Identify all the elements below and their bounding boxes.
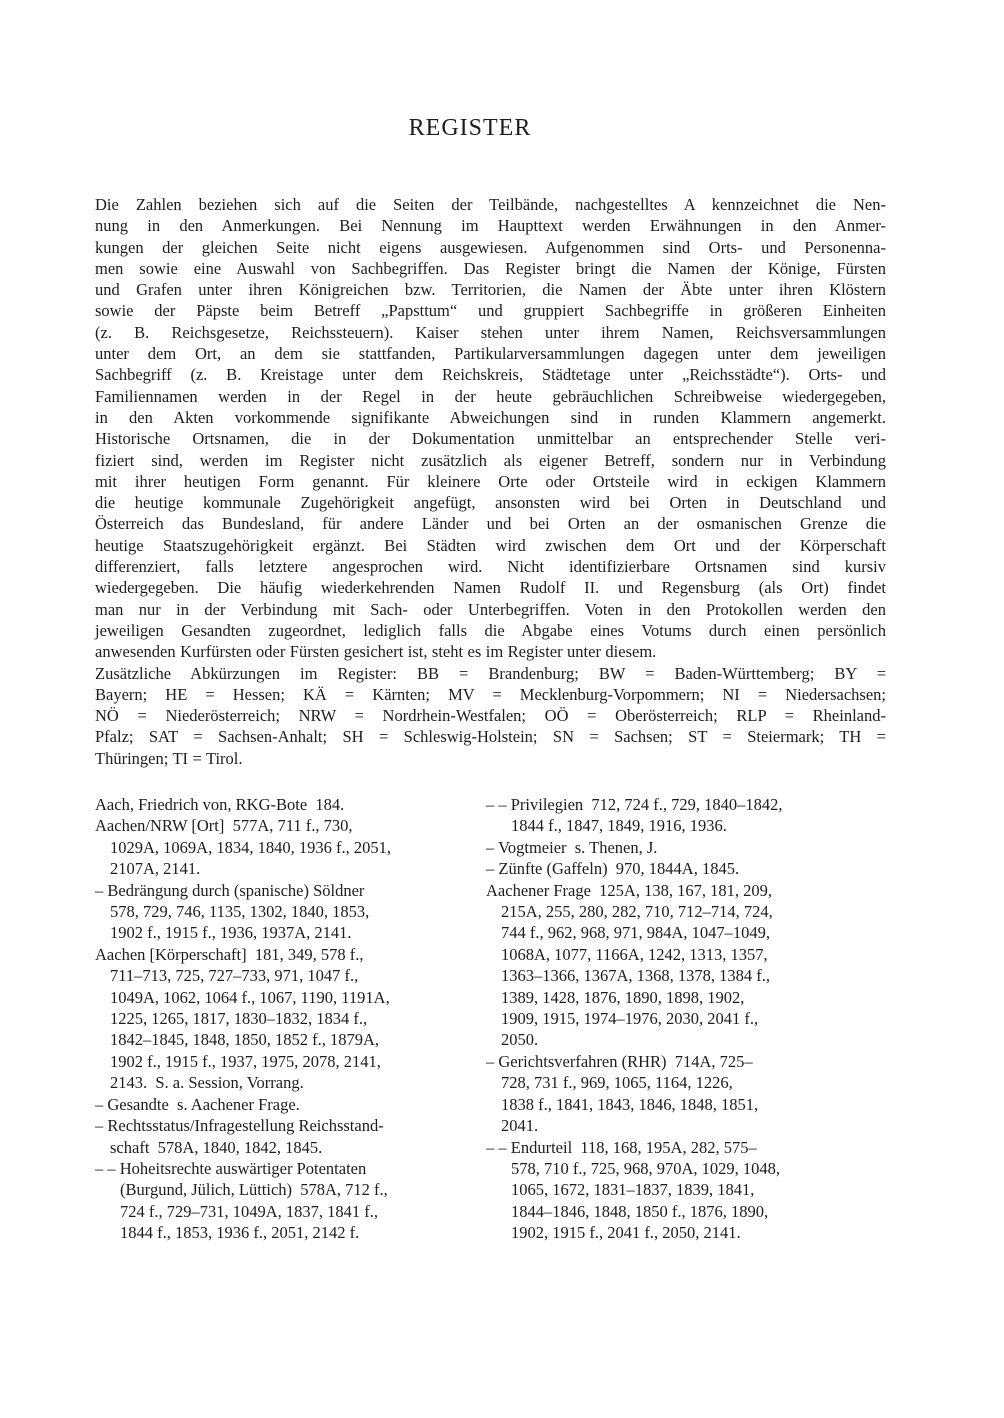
intro-line: Familiennamen werden in der Regel in der heute gebräuchlichen Schreibweise wiedergegeben, bbox=[95, 386, 886, 406]
index-line: 1065, 1672, 1831–1837, 1839, 1841, bbox=[511, 1180, 755, 1200]
index-entry bbox=[486, 794, 866, 837]
index-entry bbox=[95, 815, 475, 879]
intro-line: (z. B. Reichsgesetze, Reichssteuern). Kaiser stehen unter ihrem Namen, Reichsversammlungen bbox=[95, 322, 886, 342]
index-line: 728, 731 f., 969, 1065, 1164, 1226, bbox=[501, 1073, 733, 1093]
intro-line: in den Akten vorkommende signifikante Abweichungen sind in runden Klammern angemerkt. bbox=[95, 407, 886, 427]
index-line: 2143. S. a. Session, Vorrang. bbox=[110, 1073, 304, 1093]
index-line: 2041. bbox=[501, 1116, 539, 1136]
index-line: – Vogtmeier s. Thenen, J. bbox=[486, 837, 658, 857]
index-line: schaft 578A, 1840, 1842, 1845. bbox=[110, 1137, 323, 1157]
index-entry bbox=[95, 1094, 475, 1115]
intro-line: Die Zahlen beziehen sich auf die Seiten der Teilbände, nachgestelltes A kennzeichnet die Nen- bbox=[95, 195, 886, 214]
intro-line: Österreich das Bundesland, für andere Länder und bei Orten an der osmanischen Grenze die bbox=[95, 514, 886, 534]
index-line: – – Endurteil 118, 168, 195A, 282, 575– bbox=[486, 1137, 757, 1157]
intro-line: kungen der gleichen Seite nicht eigens ausgewiesen. Aufgenommen sind Orts- und Personenna- bbox=[95, 237, 886, 257]
index-line: Aach, Friedrich von, RKG-Bote 184. bbox=[95, 795, 345, 814]
intro-line: sowie der Päpste beim Betreff „Papsttum“ und gruppiert Sachbegriffe in größeren Einheiten bbox=[95, 301, 886, 321]
index-entry bbox=[486, 1137, 866, 1244]
index-entry bbox=[95, 1115, 475, 1158]
index-line: 744 f., 962, 968, 971, 984A, 1047–1049, bbox=[501, 923, 771, 943]
index-line: 1068A, 1077, 1166A, 1242, 1313, 1357, bbox=[501, 944, 768, 964]
intro-line: mit ihrer heutigen Form genannt. Für kleinere Orte oder Ortsteile wird in eckigen Klammern bbox=[95, 471, 886, 491]
index-line: Aachen [Körperschaft] 181, 349, 578 f., bbox=[95, 944, 364, 964]
index-line: 1844 f., 1847, 1849, 1916, 1936. bbox=[511, 816, 727, 836]
intro-line: Zusätzliche Abkürzungen im Register: BB = Brandenburg; BW = Baden-Württemberg; BY = bbox=[95, 663, 886, 683]
index-entry bbox=[95, 1158, 475, 1244]
index-line: 1902, 1915 f., 2041 f., 2050, 2141. bbox=[511, 1223, 741, 1243]
index-line: 2050. bbox=[501, 1030, 539, 1050]
index-line: 724 f., 729–731, 1049A, 1837, 1841 f., bbox=[120, 1201, 379, 1221]
index-entry bbox=[95, 880, 475, 944]
index-line: 578, 729, 746, 1135, 1302, 1840, 1853, bbox=[110, 902, 370, 922]
index-line: 1389, 1428, 1876, 1890, 1898, 1902, bbox=[501, 987, 745, 1007]
index-line: 1838 f., 1841, 1843, 1846, 1848, 1851, bbox=[501, 1094, 759, 1114]
index-line: – – Hoheitsrechte auswärtiger Potentaten bbox=[95, 1158, 367, 1178]
intro-line: Historische Ortsnamen, die in der Dokumentation unmittelbar an entsprechender Stelle veri- bbox=[95, 429, 886, 449]
index-line: – – Privilegien 712, 724 f., 729, 1840–1842, bbox=[486, 795, 783, 814]
intro-line: wiedergegeben. Die häufig wiederkehrenden Namen Rudolf II. und Regensburg (als Ort) findet bbox=[95, 578, 886, 598]
intro-line: Sachbegriff (z. B. Kreistage unter dem Reichskreis, Städtetage unter „Reichsstädte“). Orts- und bbox=[95, 365, 886, 385]
index-line: 1902 f., 1915 f., 1936, 1937A, 2141. bbox=[110, 923, 352, 943]
intro-line: und Grafen unter ihren Königreichen bzw. Territorien, die Namen der Äbte unter ihren Klöstern bbox=[95, 280, 886, 300]
index-line: – Bedrängung durch (spanische) Söldner bbox=[95, 880, 365, 900]
intro-line: Thüringen; TI = Tirol. bbox=[95, 748, 243, 768]
index-line: 1844 f., 1853, 1936 f., 2051, 2142 f. bbox=[120, 1223, 360, 1243]
index-line: 1029A, 1069A, 1834, 1840, 1936 f., 2051, bbox=[110, 837, 391, 857]
intro-line: differenziert, falls letztere angesprochen wird. Nicht identifizierbare Ortsnamen sind kursiv bbox=[95, 557, 886, 577]
index-line: 1842–1845, 1848, 1850, 1852 f., 1879A, bbox=[110, 1030, 380, 1050]
index-line: 1902 f., 1915 f., 1937, 1975, 2078, 2141, bbox=[110, 1051, 381, 1071]
index-line: 215A, 255, 280, 282, 710, 712–714, 724, bbox=[501, 902, 773, 922]
index-line: 1363–1366, 1367A, 1368, 1378, 1384 f., bbox=[501, 966, 771, 986]
index-line: Aachen/NRW [Ort] 577A, 711 f., 730, bbox=[95, 816, 353, 836]
index-line: – Rechtsstatus/Infragestellung Reichsstand- bbox=[95, 1116, 384, 1136]
index-entry bbox=[486, 858, 866, 879]
index-line: 578, 710 f., 725, 968, 970A, 1029, 1048, bbox=[511, 1158, 781, 1178]
index-entry bbox=[95, 794, 475, 815]
index-line: 1049A, 1062, 1064 f., 1067, 1190, 1191A, bbox=[110, 987, 390, 1007]
intro-line: anwesenden Kurfürsten oder Fürsten gesichert ist, steht es im Register unter diesem. bbox=[95, 642, 657, 662]
index-entry bbox=[486, 1051, 866, 1137]
index-line: 1909, 1915, 1974–1976, 2030, 2041 f., bbox=[501, 1009, 759, 1029]
intro-line: man nur in der Verbindung mit Sach- oder Unterbegriffen. Voten in den Protokollen werden den bbox=[95, 599, 886, 619]
intro-text bbox=[95, 194, 886, 769]
index-line: – Zünfte (Gaffeln) 970, 1844A, 1845. bbox=[486, 859, 740, 879]
index-line: 711–713, 725, 727–733, 971, 1047 f., bbox=[110, 966, 359, 986]
index-line: – Gesandte s. Aachener Frage. bbox=[95, 1094, 300, 1114]
intro-line: men sowie eine Auswahl von Sachbegriffen. Das Register bringt die Namen der Könige, Fürsten bbox=[95, 258, 886, 278]
index-entry bbox=[486, 880, 866, 1051]
intro-line: jeweiligen Gesandten zugeordnet, lediglich falls die Abgabe eines Votums durch einen persönlich bbox=[95, 620, 886, 640]
index-line: Aachener Frage 125A, 138, 167, 181, 209, bbox=[486, 880, 772, 900]
intro-line: Pfalz; SAT = Sachsen-Anhalt; SH = Schleswig-Holstein; SN = Sachsen; ST = Steiermark; TH = bbox=[95, 727, 886, 747]
index-left-column bbox=[95, 794, 475, 1244]
index-line: 2107A, 2141. bbox=[110, 859, 201, 879]
intro-line: die heutige kommunale Zugehörigkeit angefügt, ansonsten wird bei Orten in Deutschland und bbox=[95, 493, 886, 513]
index-line: (Burgund, Jülich, Lüttich) 578A, 712 f., bbox=[120, 1180, 388, 1200]
intro-line: Bayern; HE = Hessen; KÄ = Kärnten; MV = Mecklenburg-Vorpommern; NI = Niedersachsen; bbox=[95, 684, 886, 704]
intro-line: heutige Staatszugehörigkeit ergänzt. Bei Städten wird zwischen dem Ort und der Körperschaft bbox=[95, 535, 886, 555]
intro-line: nung in den Anmerkungen. Bei Nennung im Haupttext werden Erwähnungen in den Anmer- bbox=[95, 216, 886, 236]
intro-line: unter dem Ort, an dem sie stattfanden, Partikularversammlungen dagegen unter dem jeweiligen bbox=[95, 344, 886, 364]
index-right-column bbox=[486, 794, 866, 1244]
intro-line: fiziert sind, werden im Register nicht zusätzlich als eigener Betreff, sondern nur in Verbindung bbox=[95, 450, 886, 470]
index-line: 1225, 1265, 1817, 1830–1832, 1834 f., bbox=[110, 1009, 368, 1029]
intro-line: NÖ = Niederösterreich; NRW = Nordrhein-Westfalen; OÖ = Oberösterreich; RLP = Rheinland- bbox=[95, 706, 886, 726]
page-title: REGISTER bbox=[408, 115, 532, 141]
index-line: – Gerichtsverfahren (RHR) 714A, 725– bbox=[486, 1051, 753, 1071]
index-line: 1844–1846, 1848, 1850 f., 1876, 1890, bbox=[511, 1201, 769, 1221]
index-entry bbox=[95, 944, 475, 1094]
index-entry bbox=[486, 837, 866, 858]
